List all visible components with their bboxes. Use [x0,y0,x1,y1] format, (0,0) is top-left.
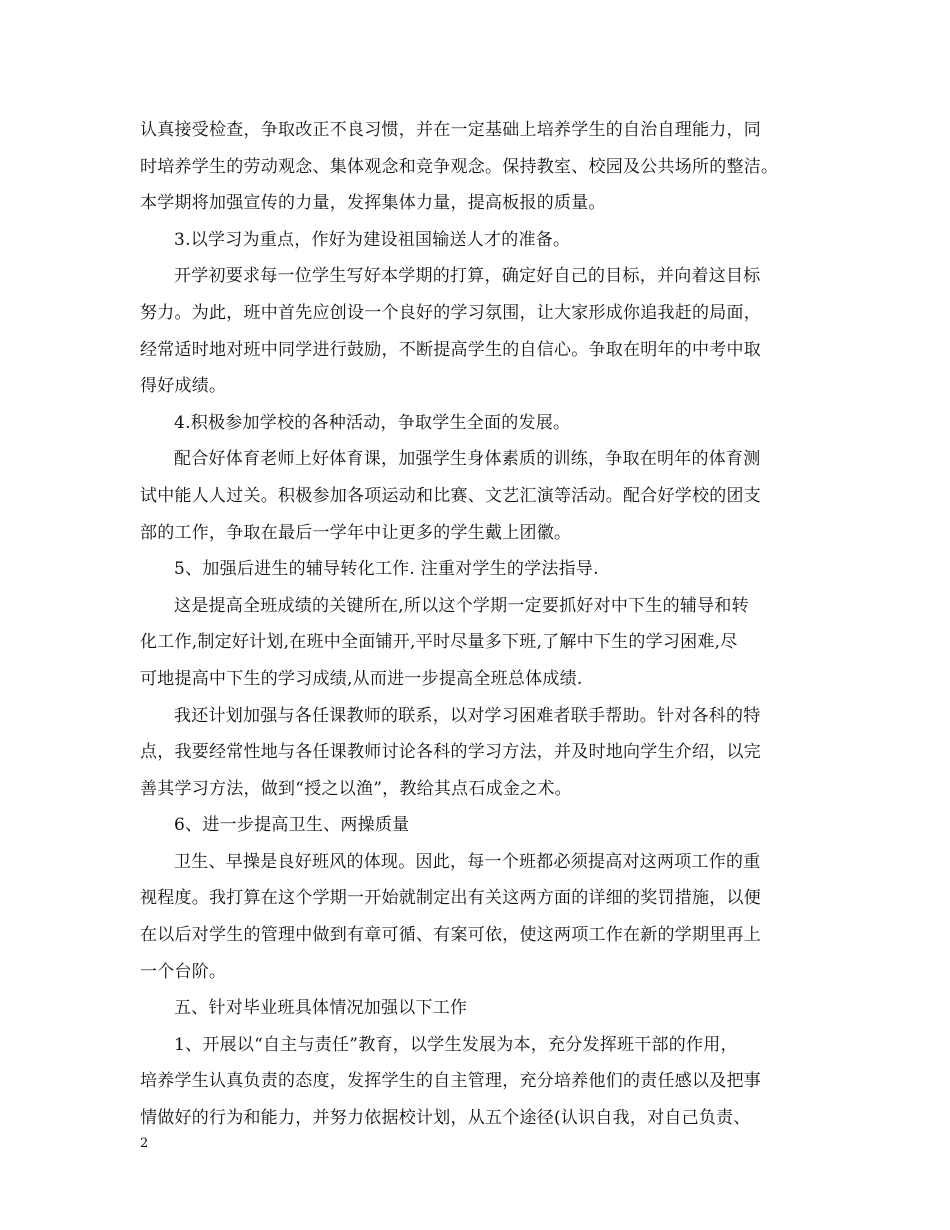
text-line: 努力。为此，班中首先应创设一个良好的学习氛围，让大家形成你追我赶的局面， [140,302,761,323]
text-line: 可地提高中下生的学习成绩,从而进一步提高全班总体成绩. [140,668,583,689]
text-line: 配合好体育老师上好体育课，加强学生身体素质的训练，争取在明年的体育测 [174,449,761,470]
text-line: 点，我要经常性地与各任课教师讨论各科的学习方法，并及时地向学生介绍，以完 [140,742,761,763]
text-line: 卫生、早操是良好班风的体现。因此，每一个班都必须提高对这两项工作的重 [174,851,761,872]
text-line: 我还计划加强与各任课教师的联系，以对学习困难者联手帮助。针对各科的特 [174,705,761,726]
text-line: 情做好的行为和能力，并努力依据校计划，从五个途径(认识自我，对自己负责、 [140,1108,751,1129]
text-line: 经常适时地对班中同学进行鼓励，不断提高学生的自信心。争取在明年的中考中取 [140,339,761,360]
text-line: 这是提高全班成绩的关键所在,所以这个学期一定要抓好对中下生的辅导和转 [174,595,749,616]
page-number: 2 [140,1136,149,1151]
text-line: 时培养学生的劳动观念、集体观念和竞争观念。保持教室、校园及公共场所的整洁。 [140,156,779,177]
document-body [140,112,816,1137]
text-line: 试中能人人过关。积极参加各项运动和比赛、文艺汇演等活动。配合好学校的团支 [140,485,761,506]
section-heading: 5、加强后进生的辅导转化工作. 注重对学生的学法指导. [174,559,599,580]
section-heading: 4.积极参加学校的各种活动，争取学生全面的发展。 [174,412,571,433]
text-line: 视程度。我打算在这个学期一开始就制定出有关这两方面的详细的奖罚措施，以便 [140,888,761,909]
section-heading: 3.以学习为重点，作好为建设祖国输送人才的准备。 [174,229,571,250]
text-line: 在以后对学生的管理中做到有章可循、有案可依，使这两项工作在新的学期里再上 [140,925,761,946]
text-line: 培养学生认真负责的态度，发挥学生的自主管理，充分培养他们的责任感以及把事 [140,1071,761,1092]
text-line: 化工作,制定好计划,在班中全面铺开,平时尽量多下班,了解中下生的学习困难,尽 [140,632,738,653]
text-line: 善其学习方法，做到“授之以渔”，教给其点石成金之术。 [140,778,572,799]
text-line: 一个台阶。 [140,961,227,982]
section-heading: 6、进一步提高卫生、两操质量 [174,815,410,836]
section-heading: 五、针对毕业班具体情况加强以下工作 [174,998,468,1019]
text-line: 部的工作，争取在最后一学年中让更多的学生戴上团徽。 [140,522,572,543]
text-line: 本学期将加强宣传的力量，发挥集体力量，提高板报的质量。 [140,193,606,214]
text-line: 得好成绩。 [140,376,227,397]
text-line: 1、开展以“自主与责任”教育，以学生发展为本，充分发挥班干部的作用， [174,1034,738,1055]
text-line: 认真接受检查，争取改正不良习惯，并在一定基础上培养学生的自治自理能力，同 [140,120,761,140]
text-line: 开学初要求每一位学生写好本学期的打算，确定好自己的目标，并向着这目标 [174,266,761,287]
